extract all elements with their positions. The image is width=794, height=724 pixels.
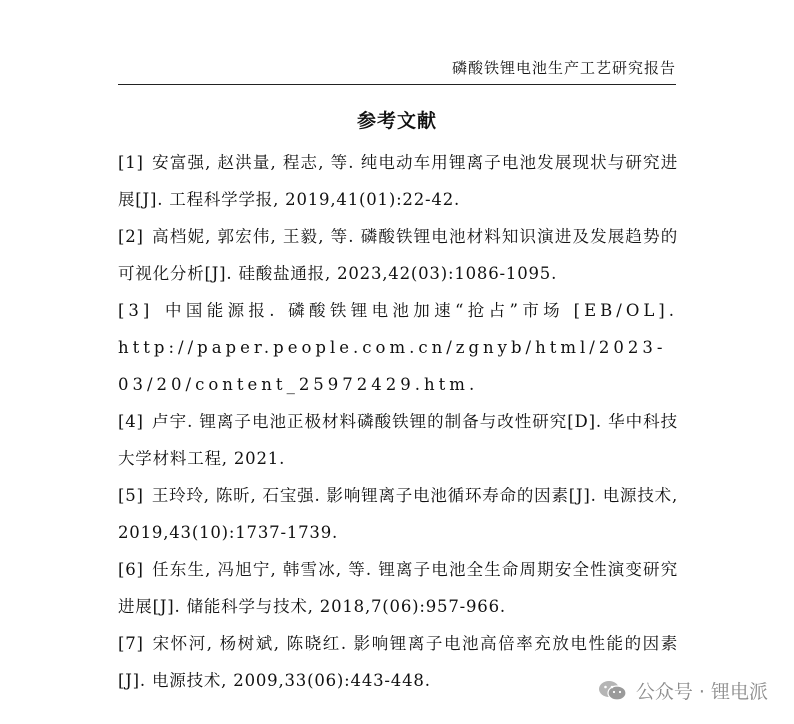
wechat-icon [598, 679, 628, 703]
section-title: 参考文献 [356, 110, 437, 132]
reference-item [118, 625, 678, 699]
reference-item [118, 144, 678, 218]
watermark-text: 公众号 · 锂电派 [635, 681, 768, 703]
reference-number: [7] [118, 634, 144, 653]
reference-number: [4] [118, 412, 144, 431]
page-header [118, 54, 676, 85]
reference-item [118, 403, 678, 477]
reference-text: 任东生, 冯旭宁, 韩雪冰, 等. 锂离子电池全生命周期安全性演变研究进展[J]. 储能科学与技术, 2018,7(06):957-966. [118, 560, 678, 616]
reference-list [118, 144, 678, 699]
reference-text: 中国能源报. 磷酸铁锂电池加速“抢占”市场 [EB/OL]. http://paper.people.com.cn/zgnyb/html/2023-03/20/content_25972429.htm. [118, 301, 678, 394]
reference-number: [3] [118, 301, 154, 320]
reference-text: 高档妮, 郭宏伟, 王毅, 等. 磷酸铁锂电池材料知识演进及发展趋势的可视化分析[J]. 硅酸盐通报, 2023,42(03):1086-1095. [118, 227, 678, 283]
reference-text: 卢宇. 锂离子电池正极材料磷酸铁锂的制备与改性研究[D]. 华中科技大学材料工程, 2021. [118, 412, 678, 468]
reference-number: [6] [118, 560, 144, 579]
reference-item [118, 477, 678, 551]
reference-number: [5] [118, 486, 144, 505]
watermark [598, 677, 768, 704]
reference-text: 安富强, 赵洪量, 程志, 等. 纯电动车用锂离子电池发展现状与研究进展[J]. 工程科学学报, 2019,41(01):22-42. [118, 153, 678, 209]
reference-text: 王玲玲, 陈昕, 石宝强. 影响锂离子电池循环寿命的因素[J]. 电源技术, 2019,43(10):1737-1739. [118, 486, 679, 542]
reference-number: [2] [118, 227, 144, 246]
reference-item [118, 551, 678, 625]
reference-text: 宋怀河, 杨树斌, 陈晓红. 影响锂离子电池高倍率充放电性能的因素[J]. 电源技术, 2009,33(06):443-448. [118, 634, 678, 690]
reference-number: [1] [118, 153, 144, 172]
header-title: 磷酸铁锂电池生产工艺研究报告 [451, 59, 676, 77]
reference-item [118, 218, 678, 292]
reference-item [118, 292, 678, 403]
